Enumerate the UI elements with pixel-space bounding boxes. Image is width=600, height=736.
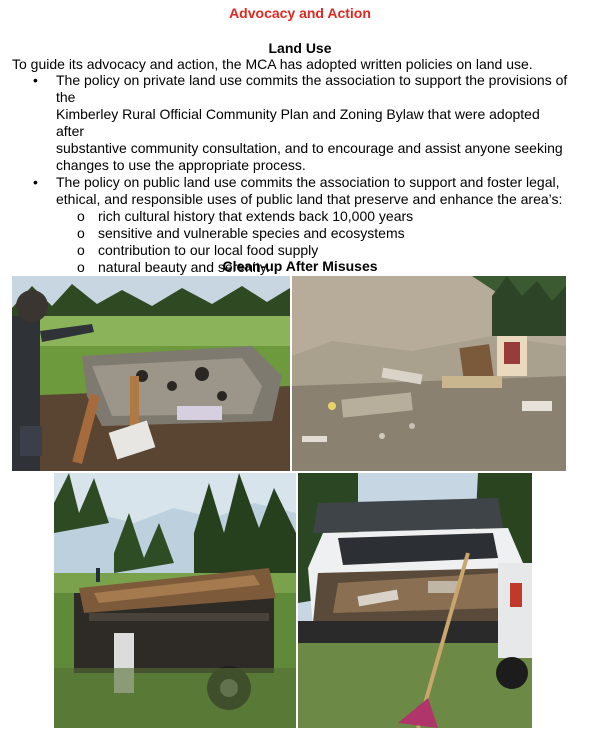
sub-bullet-marker: o (77, 225, 85, 241)
photo-hillside-garbage (292, 276, 566, 471)
line: changes to use the appropriate process. (56, 157, 306, 173)
line: Kimberley Rural Official Community Plan and Zoning Bylaw that were adopted after (56, 106, 540, 139)
sub-item-text: sensitive and vulnerable species and ecosystems (98, 225, 405, 241)
sub-item-text: contribution to our local food supply (98, 242, 319, 258)
sub-bullet-marker: o (77, 208, 85, 224)
photo-truck-bed (298, 473, 532, 728)
public-land-policy (0, 174, 600, 208)
private-land-policy (0, 72, 600, 174)
sub-item-text: natural beauty and serenity. (98, 259, 270, 275)
sub-bullet-marker: o (77, 259, 85, 275)
bullet-marker: • (33, 174, 38, 190)
sub-bullet-marker: o (77, 242, 85, 258)
line: The policy on private land use commits the association to support the provisions of the (56, 72, 568, 105)
photo-trailer-load (54, 473, 296, 728)
land-use-heading: Land Use (268, 40, 332, 56)
sub-item-food-supply (0, 242, 600, 259)
land-use-intro: To guide its advocacy and action, the MCA has adopted written policies on land use. (12, 56, 533, 72)
cleanup-heading: Clean-up After Misuses (222, 258, 378, 274)
sub-item-cultural-history (0, 208, 600, 225)
line: substantive community consultation, and to encourage and assist anyone seeking (56, 140, 563, 156)
line: The policy on public land use commits the association to support and foster legal, (56, 174, 560, 190)
bullet-marker: • (33, 72, 38, 88)
policy-list (0, 72, 600, 276)
page-title: Advocacy and Action (229, 5, 371, 21)
photo-meadow-debris (12, 276, 290, 471)
sub-item-species (0, 225, 600, 242)
line: ethical, and responsible uses of public land that preserve and enhance the area’s: (56, 191, 563, 207)
sub-item-text: rich cultural history that extends back 10,000 years (98, 208, 414, 224)
